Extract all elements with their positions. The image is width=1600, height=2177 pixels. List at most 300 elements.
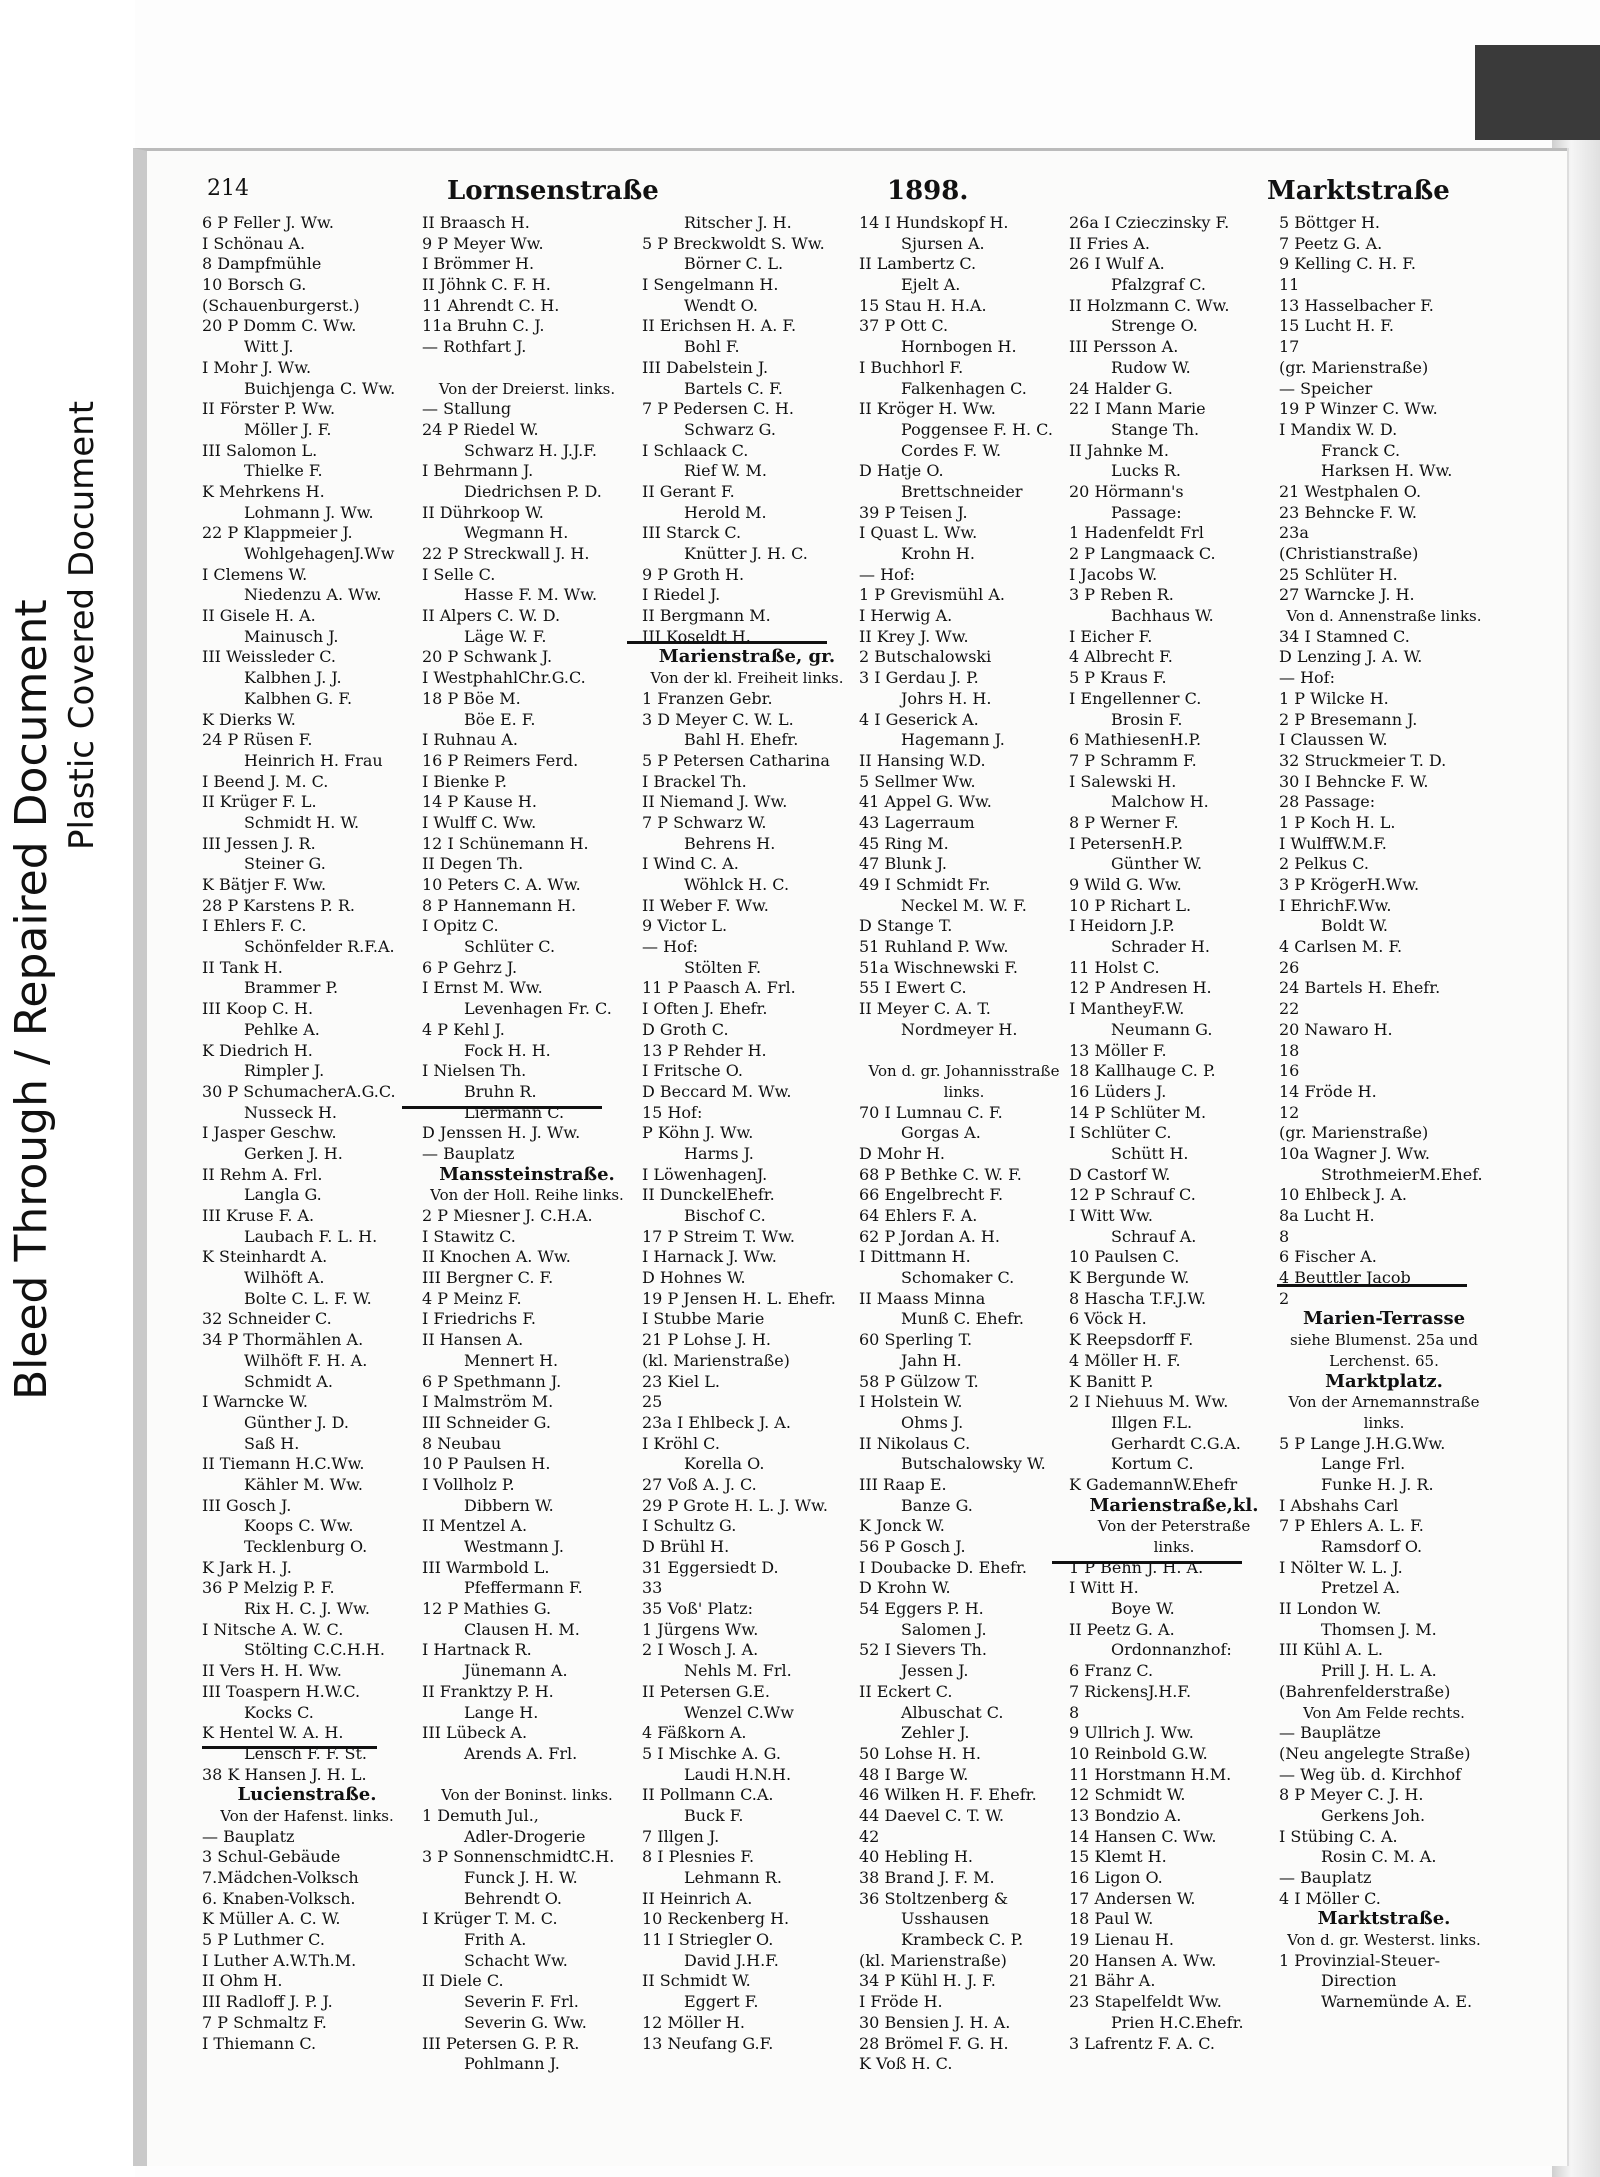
directory-entry: 23a <box>1279 523 1309 543</box>
directory-entry: 9 Wild G. Ww. <box>1069 875 1182 894</box>
directory-entry: 8 P Meyer C. J. H. <box>1279 1785 1424 1805</box>
column-6 <box>1279 213 1489 2013</box>
directory-entry: Von d. gr. Johannisstraße <box>868 1062 1060 1081</box>
directory-entry: I Riedel J. <box>642 585 721 605</box>
directory-entry: Gerkens Joh. <box>1321 1805 1426 1825</box>
directory-entry: 3 P Reben R. <box>1069 585 1174 605</box>
directory-entry: — Bauplatz <box>1279 1868 1372 1887</box>
column-3 <box>642 213 852 2054</box>
directory-entry: I Schönau A. <box>202 233 306 253</box>
directory-entry: Stölten F. <box>684 957 762 977</box>
directory-entry: II Erichsen H. A. F. <box>642 316 797 336</box>
directory-entry: Schrader H. <box>1111 937 1210 957</box>
directory-entry: I Buchhorl F. <box>859 357 964 377</box>
directory-entry: Von der Peterstraße <box>1097 1517 1251 1536</box>
directory-entry: K Diedrich H. <box>202 1040 313 1060</box>
directory-entry: I EhrichF.Ww. <box>1279 895 1392 915</box>
directory-entry: 13 P Rehder H. <box>642 1040 767 1060</box>
directory-entry: Boldt W. <box>1321 916 1388 936</box>
directory-entry: D Lenzing J. A. W. <box>1279 647 1423 667</box>
directory-entry: I Engellenner C. <box>1069 688 1202 708</box>
directory-entry: I Schultz G. <box>642 1516 737 1536</box>
directory-entry: Schmidt H. W. <box>244 812 360 832</box>
directory-entry: I Ehlers F. C. <box>202 916 307 936</box>
directory-entry: I Jasper Geschw. <box>202 1123 337 1143</box>
directory-entry: II Maass Minna <box>859 1288 986 1308</box>
directory-entry: Nordmeyer H. <box>901 1019 1018 1039</box>
directory-entry: III Warmbold L. <box>422 1557 550 1577</box>
directory-entry: Möller J. F. <box>244 419 332 439</box>
directory-entry: I Clemens W. <box>202 564 308 584</box>
directory-entry: Ramsdorf O. <box>1321 1537 1423 1556</box>
directory-entry: Mennert H. <box>464 1350 559 1370</box>
directory-entry: I Mandix W. D. <box>1279 419 1398 439</box>
directory-entry: Ordonnanzhof: <box>1111 1640 1232 1660</box>
directory-entry: II Weber F. Ww. <box>642 895 769 915</box>
directory-entry: 1 P Wilcke H. <box>1279 688 1389 708</box>
directory-entry: Lange H. <box>464 1702 539 1722</box>
directory-entry: Stange Th. <box>1111 419 1200 439</box>
directory-entry: 18 Paul W. <box>1069 1909 1154 1929</box>
directory-entry: I Warncke W. <box>202 1392 308 1412</box>
directory-entry: 13 Bondzio A. <box>1069 1805 1182 1825</box>
directory-entry: I Malmström M. <box>422 1392 554 1412</box>
column-1 <box>202 213 412 2054</box>
directory-entry: Falkenhagen C. <box>901 378 1027 398</box>
directory-entry: 20 Hörmann's <box>1069 481 1184 501</box>
directory-entry: I Heidorn J.P. <box>1069 916 1175 936</box>
directory-entry: I Bienke P. <box>422 771 507 791</box>
directory-entry: I LöwenhagenJ. <box>642 1164 768 1184</box>
directory-entry: 4 Fäßkorn A. <box>642 1723 747 1743</box>
directory-entry: I Eicher F. <box>1069 626 1153 646</box>
directory-entry: III Raap E. <box>859 1474 947 1494</box>
directory-entry: Bohl F. <box>684 337 740 357</box>
directory-entry: III Toaspern H.W.C. <box>202 1681 361 1701</box>
directory-entry: 1 Provinzial-Steuer- <box>1279 1950 1441 1970</box>
directory-entry: 4 I Möller C. <box>1279 1888 1381 1908</box>
directory-entry: I Often J. Ehefr. <box>642 999 768 1019</box>
directory-entry: 1 Demuth Jul., <box>422 1805 539 1825</box>
directory-entry: Wilhöft A. <box>244 1268 325 1288</box>
directory-entry: Rief W. M. <box>684 461 767 481</box>
directory-entry: Marktstraße. <box>1317 1909 1451 1930</box>
directory-entry: 12 I Schünemann H. <box>422 833 589 853</box>
directory-entry: K GademannW.Ehefr <box>1069 1474 1238 1494</box>
right-street-heading: Marktstraße <box>1267 176 1450 206</box>
directory-entry: III Persson A. <box>1069 337 1179 357</box>
directory-entry: II Heinrich A. <box>642 1888 753 1908</box>
directory-entry: I WestphahlChr.G.C. <box>422 668 586 688</box>
directory-entry: Von Am Felde rechts. <box>1303 1703 1465 1722</box>
directory-entry: 25 <box>642 1392 663 1412</box>
directory-entry: — Weg üb. d. Kirchhof <box>1279 1764 1461 1784</box>
directory-entry: 55 I Ewert C. <box>859 978 967 998</box>
directory-entry: Funck J. H. W. <box>464 1868 578 1887</box>
directory-entry: Schomaker C. <box>901 1268 1015 1288</box>
directory-entry: I Luther A.W.Th.M. <box>202 1950 357 1970</box>
directory-entry: 18 Kallhauge C. P. <box>1069 1061 1216 1081</box>
directory-entry: Severin F. Frl. <box>464 1992 579 2012</box>
directory-entry: D Krohn W. <box>859 1578 951 1598</box>
directory-entry: II Franktzy P. H. <box>422 1681 554 1701</box>
directory-entry: I Holstein W. <box>859 1392 963 1412</box>
directory-entry: 4 I Geserick A. <box>859 709 979 729</box>
directory-entry: I WulffW.M.F. <box>1279 833 1387 853</box>
directory-entry: 35 Voß' Platz: <box>642 1599 754 1619</box>
directory-entry: III Kühl A. L. <box>1279 1640 1383 1660</box>
directory-entry: 16 Lüders J. <box>1069 1081 1167 1101</box>
directory-entry: 8 <box>1069 1702 1080 1722</box>
directory-entry: 15 Hof: <box>642 1102 703 1122</box>
directory-entry: II Tank H. <box>202 957 283 977</box>
directory-entry: III Starck C. <box>642 523 742 543</box>
directory-entry: links. <box>1153 1538 1195 1556</box>
directory-entry: Schwarz H. J.J.F. <box>464 440 597 460</box>
directory-entry: Dibbern W. <box>464 1495 554 1515</box>
directory-entry: I Brackel Th. <box>642 771 747 791</box>
directory-entry: 20 Nawaro H. <box>1279 1019 1393 1039</box>
directory-entry: — Hof: <box>1279 668 1335 688</box>
directory-entry: Poggensee F. H. C. <box>901 419 1053 439</box>
directory-entry: III Petersen G. P. R. <box>422 2033 580 2053</box>
directory-entry: 34 I Stamned C. <box>1279 626 1410 646</box>
directory-entry <box>859 1041 1069 1062</box>
directory-entry: Von der Arnemannstraße <box>1288 1393 1480 1412</box>
directory-entry: Sjursen A. <box>901 233 985 253</box>
directory-entry: II Jöhnk C. F. H. <box>422 275 551 295</box>
directory-entry: Levenhagen Fr. C. <box>464 999 612 1019</box>
directory-entry: Brosin F. <box>1111 709 1183 729</box>
directory-entry: Rix H. C. J. Ww. <box>244 1599 370 1619</box>
directory-entry: D Jenssen H. J. Ww. <box>422 1123 581 1143</box>
directory-entry: 6 Fischer A. <box>1279 1247 1377 1267</box>
directory-entry: I Fritsche O. <box>642 1061 743 1081</box>
directory-entry: I PetersenH.P. <box>1069 833 1184 853</box>
directory-entry: 11a Bruhn C. J. <box>422 316 545 336</box>
directory-entry: Pfalzgraf C. <box>1111 275 1206 295</box>
directory-entry: 6 Franz C. <box>1069 1661 1154 1681</box>
directory-entry: III Lübeck A. <box>422 1723 528 1743</box>
directory-entry: — Bauplatz <box>422 1143 515 1163</box>
directory-entry: 15 Lucht H. F. <box>1279 316 1394 336</box>
directory-entry: Illgen F.L. <box>1111 1412 1193 1432</box>
directory-entry: — Hof: <box>642 937 698 957</box>
directory-entry: 3 Lafrentz F. A. C. <box>1069 2033 1215 2053</box>
directory-entry: Severin G. Ww. <box>464 2012 587 2032</box>
directory-entry: 14 I Hundskopf H. <box>859 213 1009 232</box>
directory-entry: Marien-Terrasse <box>1302 1309 1466 1330</box>
directory-entry: 8 P Werner F. <box>1069 812 1179 832</box>
directory-entry: III Schneider G. <box>422 1412 551 1432</box>
directory-entry: David J.H.F. <box>684 1950 779 1970</box>
directory-entry: 2 P Langmaack C. <box>1069 544 1216 563</box>
directory-entry: II Meyer C. A. T. <box>859 999 991 1019</box>
directory-entry: 6 P Gehrz J. <box>422 957 518 977</box>
directory-entry: 36 P Melzig P. F. <box>202 1578 335 1598</box>
directory-entry: Boye W. <box>1111 1599 1175 1619</box>
directory-entry: Kalbhen G. F. <box>244 688 353 708</box>
directory-entry: 20 P Domm C. Ww. <box>202 316 357 336</box>
directory-entry: Eggert F. <box>684 1992 759 2012</box>
directory-entry: 17 <box>1279 337 1300 357</box>
directory-entry: 1 Jürgens Ww. <box>642 1619 759 1639</box>
directory-entry: 30 P SchumacherA.G.C. <box>202 1081 396 1101</box>
directory-entry: II Rehm A. Frl. <box>202 1164 323 1184</box>
stamp-plastic-covered: Plastic Covered Document <box>62 400 102 850</box>
directory-entry: 60 Sperling T. <box>859 1330 973 1350</box>
directory-entry: 2 I Wosch J. A. <box>642 1640 759 1660</box>
directory-entry: Wöhlck H. C. <box>684 875 790 894</box>
directory-entry <box>422 1765 632 1786</box>
left-street-heading: Lornsenstraße <box>447 176 659 206</box>
directory-entry: II Fries A. <box>1069 233 1150 253</box>
directory-entry: II Gisele H. A. <box>202 606 316 626</box>
directory-entry: Gerhardt C.G.A. <box>1111 1433 1241 1453</box>
directory-entry: Laubach F. L. H. <box>244 1226 378 1246</box>
directory-entry: K Bätjer F. Ww. <box>202 875 327 894</box>
directory-entry: Munß C. Ehefr. <box>901 1309 1024 1329</box>
directory-entry: II Nikolaus C. <box>859 1433 971 1453</box>
directory-entry: 10a Wagner J. Ww. <box>1279 1143 1430 1163</box>
directory-entry: Thomsen J. M. <box>1321 1619 1437 1639</box>
directory-entry: II Mentzel A. <box>422 1516 528 1536</box>
directory-entry: 48 I Barge W. <box>859 1764 969 1784</box>
directory-entry: 47 Blunk J. <box>859 854 947 874</box>
directory-entry: III Jessen J. R. <box>202 833 316 853</box>
directory-entry: 14 Hansen C. Ww. <box>1069 1826 1217 1846</box>
directory-entry: Gorgas A. <box>901 1123 981 1143</box>
directory-entry: 5 P Breckwoldt S. Ww. <box>642 233 825 253</box>
directory-entry: Hornbogen H. <box>901 337 1017 357</box>
directory-entry: I Fröde H. <box>859 1992 943 2012</box>
directory-entry: Diedrichsen P. D. <box>464 481 602 501</box>
directory-entry: Hagemann J. <box>901 730 1005 750</box>
directory-entry: I Herwig A. <box>859 606 953 626</box>
directory-entry: I Mohr J. Ww. <box>202 357 312 377</box>
directory-entry: 8a Lucht H. <box>1279 1206 1375 1225</box>
directory-entry: II Pollmann C.A. <box>642 1785 774 1805</box>
directory-entry: I Ruhnau A. <box>422 730 518 750</box>
directory-entry: Marienstraße,kl. <box>1089 1495 1259 1516</box>
directory-entry: Clausen H. M. <box>464 1619 580 1639</box>
directory-entry: Knütter J. H. C. <box>684 544 808 563</box>
directory-entry: 14 Fröde H. <box>1279 1081 1377 1101</box>
directory-entry: D Hatje O. <box>859 461 944 481</box>
stamp-bleed-through: Bleed Through / Repaired Document <box>6 599 57 1400</box>
directory-entry: D Beccard M. Ww. <box>642 1081 792 1101</box>
directory-entry: 21 Westphalen O. <box>1279 481 1422 501</box>
directory-entry: 1 P Behn J. H. A. <box>1069 1557 1204 1577</box>
directory-entry: 4 Möller H. F. <box>1069 1350 1181 1370</box>
directory-entry: I Claussen W. <box>1279 730 1388 750</box>
directory-entry: Von der Dreierst. links. <box>438 379 616 398</box>
directory-entry: 44 Daevel C. T. W. <box>859 1805 1005 1825</box>
directory-entry: 13 Hasselbacher F. <box>1279 295 1434 315</box>
directory-entry: 43 Lagerraum <box>859 812 975 832</box>
directory-entry: II Jahnke M. <box>1069 440 1170 460</box>
directory-entry: Malchow H. <box>1111 792 1209 812</box>
directory-entry: 37 P Ott C. <box>859 316 949 336</box>
directory-entry: 28 P Karstens P. R. <box>202 895 355 915</box>
directory-entry: 19 P Winzer C. Ww. <box>1279 399 1438 419</box>
directory-entry: 24 P Rüsen F. <box>202 730 313 750</box>
directory-entry: Liermann C. <box>464 1102 565 1122</box>
directory-entry: 14 P Kause H. <box>422 792 537 812</box>
directory-entry: 5 Sellmer Ww. <box>859 771 976 791</box>
directory-entry: I Behrmann J. <box>422 461 534 481</box>
directory-entry: Prien H.C.Ehefr. <box>1111 2012 1244 2032</box>
directory-entry: 21 Bähr A. <box>1069 1971 1156 1991</box>
directory-entry: K Steinhardt A. <box>202 1247 328 1267</box>
directory-entry: Witt J. <box>244 337 294 357</box>
directory-entry: Gerken J. H. <box>244 1143 343 1163</box>
directory-entry: — Bauplätze <box>1279 1723 1381 1743</box>
directory-entry: 7 RickensJ.H.F. <box>1069 1681 1192 1701</box>
directory-entry: II Holzmann C. Ww. <box>1069 295 1230 315</box>
directory-entry: Kähler M. Ww. <box>244 1474 363 1494</box>
directory-entry: 7 P Ehlers A. L. F. <box>1279 1516 1424 1536</box>
directory-entry: 6 Vöck H. <box>1069 1309 1147 1329</box>
directory-entry: III Kruse F. A. <box>202 1206 315 1225</box>
directory-entry: Schmidt A. <box>244 1371 333 1391</box>
directory-entry: Schütt H. <box>1111 1143 1189 1163</box>
directory-entry: 7 P Schwarz W. <box>642 812 767 832</box>
directory-entry: I Schlaack C. <box>642 440 749 460</box>
directory-entry: Bahl H. Ehefr. <box>684 730 799 750</box>
directory-entry: 16 Ligon O. <box>1069 1868 1163 1887</box>
directory-entry: Marktplatz. <box>1325 1371 1443 1392</box>
directory-entry: 3 P SonnenschmidtC.H. <box>422 1847 615 1867</box>
directory-entry: Börner C. L. <box>684 254 784 274</box>
directory-entry: — Rothfart J. <box>422 337 527 357</box>
directory-entry: 13 Neufang G.F. <box>642 2033 774 2053</box>
directory-entry: Bartels C. F. <box>684 378 783 398</box>
directory-entry: 11 <box>1279 275 1300 295</box>
directory-entry: Schrauf A. <box>1111 1226 1197 1246</box>
directory-entry: links. <box>1363 1413 1405 1432</box>
directory-entry: II London W. <box>1279 1599 1382 1619</box>
directory-entry: 32 Schneider C. <box>202 1309 332 1329</box>
directory-entry: 58 P Gülzow T. <box>859 1371 979 1391</box>
directory-entry: Günther J. D. <box>244 1412 350 1432</box>
directory-entry: 2 Pelkus C. <box>1279 854 1369 874</box>
directory-entry: III Radloff J. P. J. <box>202 1992 333 2012</box>
directory-entry: Wilhöft F. H. A. <box>244 1350 368 1370</box>
directory-entry: Thielke F. <box>244 461 323 481</box>
directory-entry: StrothmeierM.Ehef. <box>1321 1164 1483 1184</box>
directory-entry: 12 P Schrauf C. <box>1069 1185 1196 1205</box>
directory-entry: I Stübing C. A. <box>1279 1826 1398 1846</box>
directory-entry: 20 P Schwank J. <box>422 647 553 667</box>
directory-entry: I Dittmann H. <box>859 1247 971 1267</box>
directory-entry: 1 Hadenfeldt Frl <box>1069 523 1204 543</box>
directory-entry: 27 Voß A. J. C. <box>642 1474 757 1494</box>
directory-entry: K Bergunde W. <box>1069 1268 1190 1288</box>
directory-entry: Adler-Drogerie <box>464 1826 586 1846</box>
directory-entry: 10 Reinbold G.W. <box>1069 1743 1208 1763</box>
directory-entry: Westmann J. <box>464 1537 564 1556</box>
directory-entry: II DunckelEhefr. <box>642 1185 775 1205</box>
directory-entry: Strenge O. <box>1111 316 1198 336</box>
directory-entry: 68 P Bethke C. W. F. <box>859 1164 1022 1184</box>
directory-entry: 8 I Plesnies F. <box>642 1847 755 1867</box>
directory-entry: 3 D Meyer C. W. L. <box>642 709 794 729</box>
directory-entry: 9 P Meyer Ww. <box>422 233 544 253</box>
directory-entry: II Ohm H. <box>202 1971 283 1991</box>
directory-entry: Lensch F. F. St. <box>244 1743 367 1763</box>
year-heading: 1898. <box>887 176 969 206</box>
directory-entry: 1 P Koch H. L. <box>1279 812 1396 832</box>
directory-entry: II Hansen A. <box>422 1330 524 1350</box>
directory-entry: Passage: <box>1111 502 1182 522</box>
directory-entry: 12 Schmidt W. <box>1069 1785 1186 1805</box>
directory-entry: I Jacobs W. <box>1069 564 1158 584</box>
directory-entry: I Nielsen Th. <box>422 1061 527 1081</box>
directory-entry: 4 Albrecht F. <box>1069 647 1173 667</box>
directory-entry: 21 P Lohse J. H. <box>642 1330 772 1350</box>
directory-entry: 70 I Lumnau C. F. <box>859 1102 1003 1122</box>
directory-entry: III Dabelstein J. <box>642 357 769 377</box>
directory-entry: 64 Ehlers F. A. <box>859 1206 978 1225</box>
directory-entry: K Reepsdorff F. <box>1069 1330 1194 1350</box>
directory-entry: Manssteinstraße. <box>439 1164 615 1185</box>
directory-entry: Tecklenburg O. <box>244 1537 368 1556</box>
directory-entry: (Neu angelegte Straße) <box>1279 1743 1471 1763</box>
directory-entry: D Brühl H. <box>642 1537 730 1556</box>
directory-entry: 11 P Paasch A. Frl. <box>642 978 796 998</box>
directory-entry: Mainusch J. <box>244 626 339 646</box>
directory-entry: Bolte C. L. F. W. <box>244 1288 372 1308</box>
directory-entry: 10 Peters C. A. Ww. <box>422 875 581 894</box>
directory-entry: Zehler J. <box>901 1723 970 1743</box>
directory-entry: II Kröger H. Ww. <box>859 399 996 419</box>
directory-entry: (kl. Marienstraße) <box>642 1350 790 1370</box>
directory-entry: III Koseldt H. <box>642 626 751 646</box>
directory-entry: 8 P Hannemann H. <box>422 895 577 915</box>
directory-entry: 11 Ahrendt C. H. <box>422 295 560 315</box>
directory-entry: II Dührkoop W. <box>422 502 544 522</box>
directory-entry: 40 Hebling H. <box>859 1847 974 1867</box>
directory-entry: Heinrich H. Frau <box>244 750 383 770</box>
directory-entry: Brammer P. <box>244 978 339 998</box>
directory-entry: Jünemann A. <box>464 1661 568 1681</box>
directory-entry: D Hohnes W. <box>642 1268 746 1288</box>
directory-entry: D Castorf W. <box>1069 1164 1171 1184</box>
directory-entry: II Braasch H. <box>422 213 530 232</box>
directory-entry: I Harnack J. Ww. <box>642 1247 777 1267</box>
directory-entry: II Degen Th. <box>422 854 524 874</box>
directory-entry: K Jark H. J. <box>202 1557 292 1577</box>
directory-entry: 26 <box>1279 957 1300 977</box>
directory-entry: 26a I Czieczinsky F. <box>1069 213 1230 232</box>
directory-entry: Krambeck C. P. <box>901 1930 1024 1950</box>
directory-entry: 12 P Mathies G. <box>422 1599 552 1619</box>
scan-edge-dark <box>1475 45 1600 140</box>
directory-entry: II Peetz G. A. <box>1069 1619 1175 1639</box>
directory-entry: 14 P Schlüter M. <box>1069 1102 1207 1122</box>
directory-entry: II Krüger F. L. <box>202 792 317 812</box>
directory-entry: 16 P Reimers Ferd. <box>422 750 579 770</box>
directory-entry: 8 <box>1279 1226 1290 1246</box>
directory-entry: 10 Borsch G. <box>202 275 307 295</box>
directory-entry: Harksen H. Ww. <box>1321 461 1453 481</box>
directory-entry: 19 Lienau H. <box>1069 1930 1174 1950</box>
directory-entry: 18 P Böe M. <box>422 688 521 708</box>
directory-entry: Albuschat C. <box>901 1702 1004 1722</box>
directory-entry: Franck C. <box>1321 440 1401 460</box>
directory-entry: II Förster P. Ww. <box>202 399 336 419</box>
